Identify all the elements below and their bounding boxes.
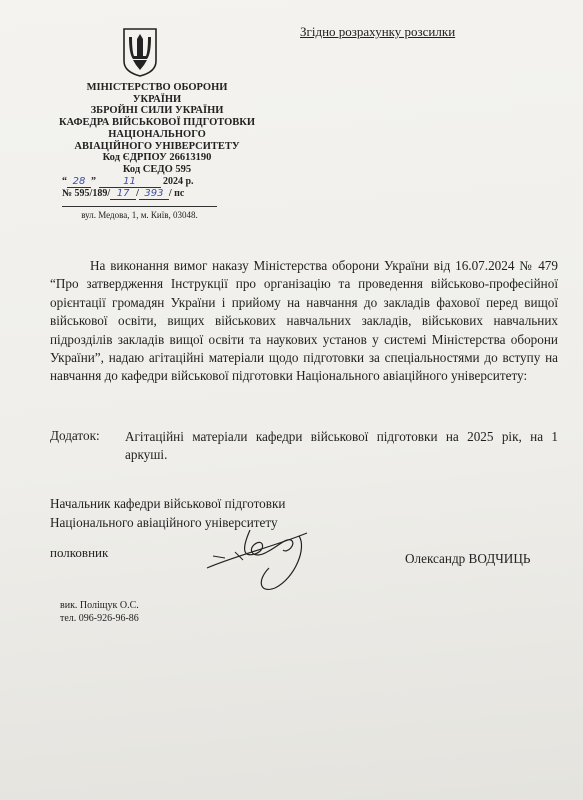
attachment-label: Додаток:: [50, 428, 100, 443]
reg-number-prefix: № 595/189/: [62, 188, 111, 199]
signer-title-line: Національного авіаційного університету: [50, 515, 278, 530]
signer-name: Олександр ВОДЧИЦЬ: [405, 551, 531, 566]
executor-name: вик. Поліщук О.С.: [60, 600, 139, 611]
reg-number-suffix: пс: [174, 188, 185, 199]
body-paragraph: На виконання вимог наказу Міністерства оборони України від 16.07.2024 № 479 “Про затвердження Інструкції про організацію та проведення військово-професійної орієнтації громадян України і прийому на навчання до закладів фахової перед вищої військової освіти, вищих військових навчальних закладів, військових навчальних підрозділів закладів вищої освіти та наукових установ у системі Міністерства оборони України”, надаю агітаційні матеріали щодо підготовки за спеціальностями до вступу на навчання до кафедри військової підготовки Національного авіаційного університету:: [50, 258, 558, 384]
registration-date: “ 28 ” 11 2024 р.: [62, 176, 194, 187]
org-line: ЗБРОЙНІ СИЛИ УКРАЇНИ: [90, 105, 224, 117]
handwritten-signature: [195, 508, 315, 598]
org-line: АВІАЦІЙНОГО УНІВЕРСИТЕТУ: [74, 140, 240, 152]
org-line: МІНІСТЕРСТВО ОБОРОНИ: [86, 82, 228, 93]
trident-icon: [121, 26, 159, 78]
org-line: УКРАЇНИ: [132, 93, 182, 105]
distribution-note: Згідно розрахунку розсилки: [300, 24, 456, 39]
signer-rank: полковник: [50, 545, 109, 560]
executor-info: [60, 599, 139, 625]
registration-block: [62, 176, 194, 200]
organization-header: [34, 82, 280, 176]
attachment-text: Агітаційні матеріали кафедри військової підготовки на 2025 рік, на 1 аркуші.: [125, 429, 558, 463]
address: вул. Медова, 1, м. Київ, 03048.: [62, 206, 217, 220]
registration-number: № 595/189/ 17 / 393 / пс: [62, 188, 185, 199]
executor-phone: тел. 096-926-96-86: [60, 613, 139, 624]
reg-year: 2024 р.: [163, 176, 194, 187]
org-line: КАФЕДРА ВІЙСЬКОВОЇ ПІДГОТОВКИ: [58, 117, 256, 129]
reg-month: 11: [99, 176, 161, 188]
org-line: НАЦІОНАЛЬНОГО: [108, 128, 206, 140]
signer-title-line: Начальник кафедри військової підготовки: [50, 496, 286, 511]
edrpou-code: Код ЄДРПОУ 26613190: [102, 152, 212, 164]
reg-number: 393: [139, 188, 169, 200]
sedo-code: Код СЕДО 595: [122, 163, 192, 175]
reg-number-mid: 17: [110, 188, 136, 200]
reg-day: 28: [67, 176, 91, 188]
